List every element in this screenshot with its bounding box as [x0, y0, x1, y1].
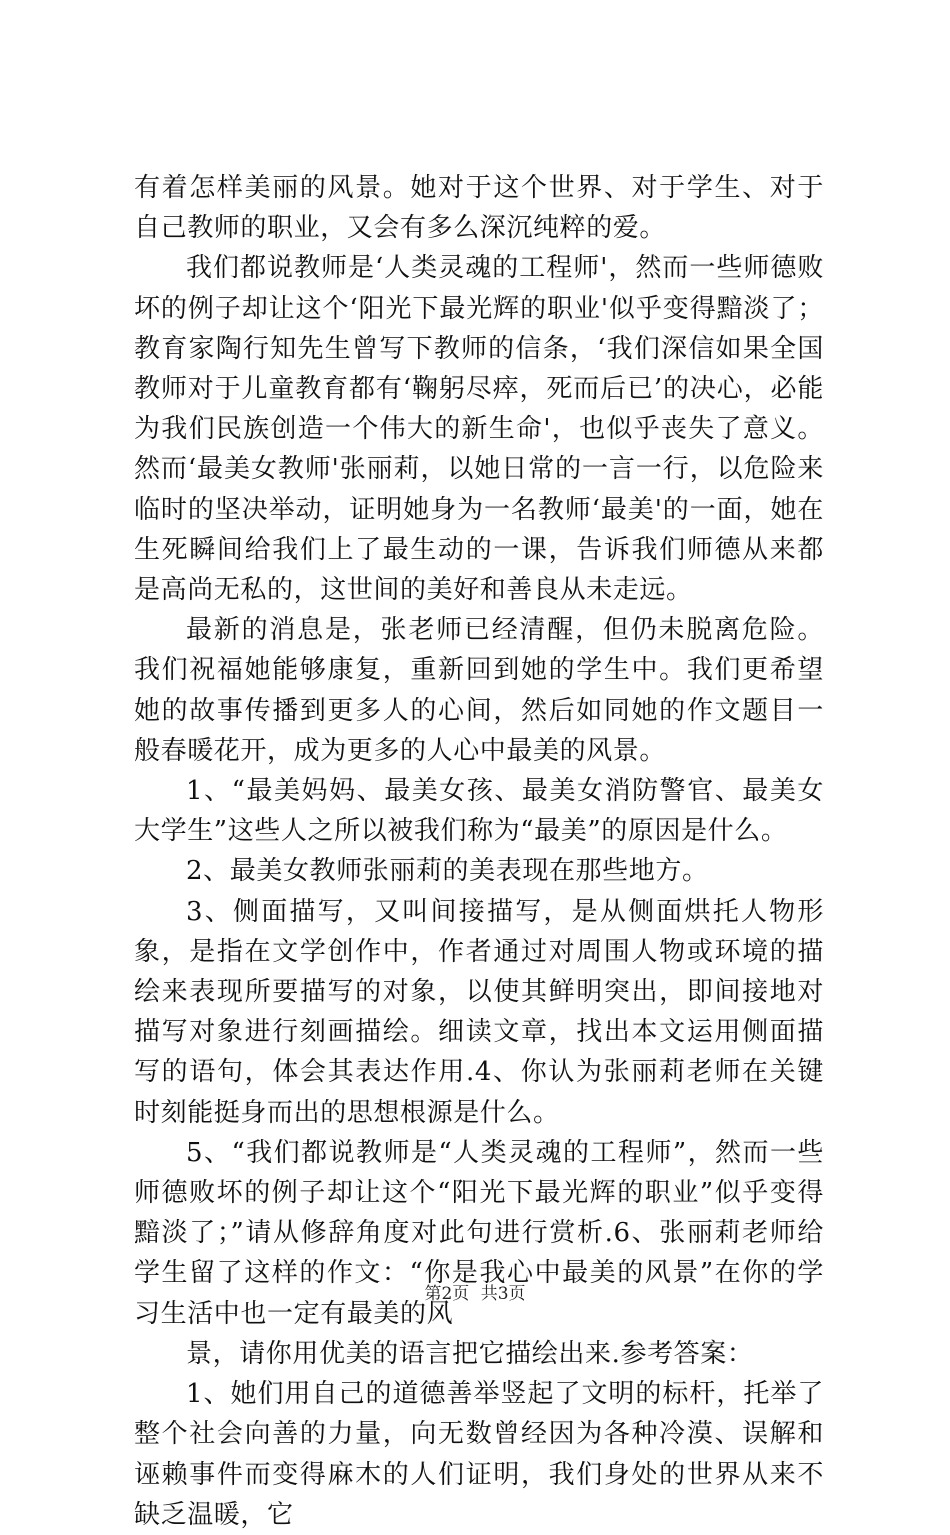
question-2: 2、最美女教师张丽莉的美表现在那些地方。 — [186, 856, 709, 887]
page-footer — [0, 1282, 950, 1306]
document-body — [134, 168, 824, 1535]
question-5-6: 5、“我们都说教师是“人类灵魂的工程师”，然而一些师德败坏的例子却让这个“阳光下最光辉的职业”似乎变得黯淡了；”请从修辞角度对此句进行赏析.6、张丽莉老师给学生留了这样的作文：“你是我心中最美的风景”在你的学习生活中也一定有最美的风 — [134, 1137, 824, 1329]
answer-1: 1、她们用自己的道德善举竖起了文明的标杆，托举了整个社会向善的力量，向无数曾经因为各种冷漠、误解和诬赖事件而变得麻木的人们证明，我们身处的世界从来不缺乏温暖，它 — [134, 1379, 824, 1530]
page-number: 第2页 — [424, 1284, 470, 1304]
question-6-continuation: 景，请你用优美的语言把它描绘出来.参考答案： — [186, 1338, 754, 1369]
paragraph-continuation: 有着怎样美丽的风景。她对于这个世界、对于学生、对于自己教师的职业，又会有多么深沉纯粹的爱。 — [134, 173, 824, 244]
paragraph-latest-news: 最新的消息是，张老师已经清醒，但仍未脱离危险。我们祝福她能够康复，重新回到她的学生中。我们更希望她的故事传播到更多人的心间，然后如同她的作文题目一般春暖花开，成为更多的人心中最美的风景。 — [134, 615, 824, 766]
question-3-4: 3、侧面描写，又叫间接描写，是从侧面烘托人物形象，是指在文学创作中，作者通过对周围人物或环境的描绘来表现所要描写的对象，以使其鲜明突出，即间接地对描写对象进行刻画描绘。细读文章，找出本文运用侧面描写的语句，体会其表达作用.4、你认为张丽莉老师在关键时刻能挺身而出的思想根源是什么。 — [134, 896, 824, 1128]
page-total: 共3页 — [480, 1284, 526, 1304]
question-1: 1、“最美妈妈、最美女孩、最美女消防警官、最美女大学生”这些人之所以被我们称为“最美”的原因是什么。 — [134, 776, 824, 847]
paragraph-teacher-ethics: 我们都说教师是‘人类灵魂的工程师'，然而一些师德败坏的例子却让这个‘阳光下最光辉的职业'似乎变得黯淡了；教育家陶行知先生曾写下教师的信条，‘我们深信如果全国教师对于儿童教育都有‘鞠躬尽瘁，死而后已’的决心，必能为我们民族创造一个伟大的新生命'，也似乎丧失了意义。然而‘最美女教师'张丽莉，以她日常的一言一行，以危险来临时的坚决举动，证明她身为一名教师‘最美'的一面，她在生死瞬间给我们上了最生动的一课，告诉我们师德从来都是高尚无私的，这世间的美好和善良从未走远。 — [134, 253, 824, 606]
